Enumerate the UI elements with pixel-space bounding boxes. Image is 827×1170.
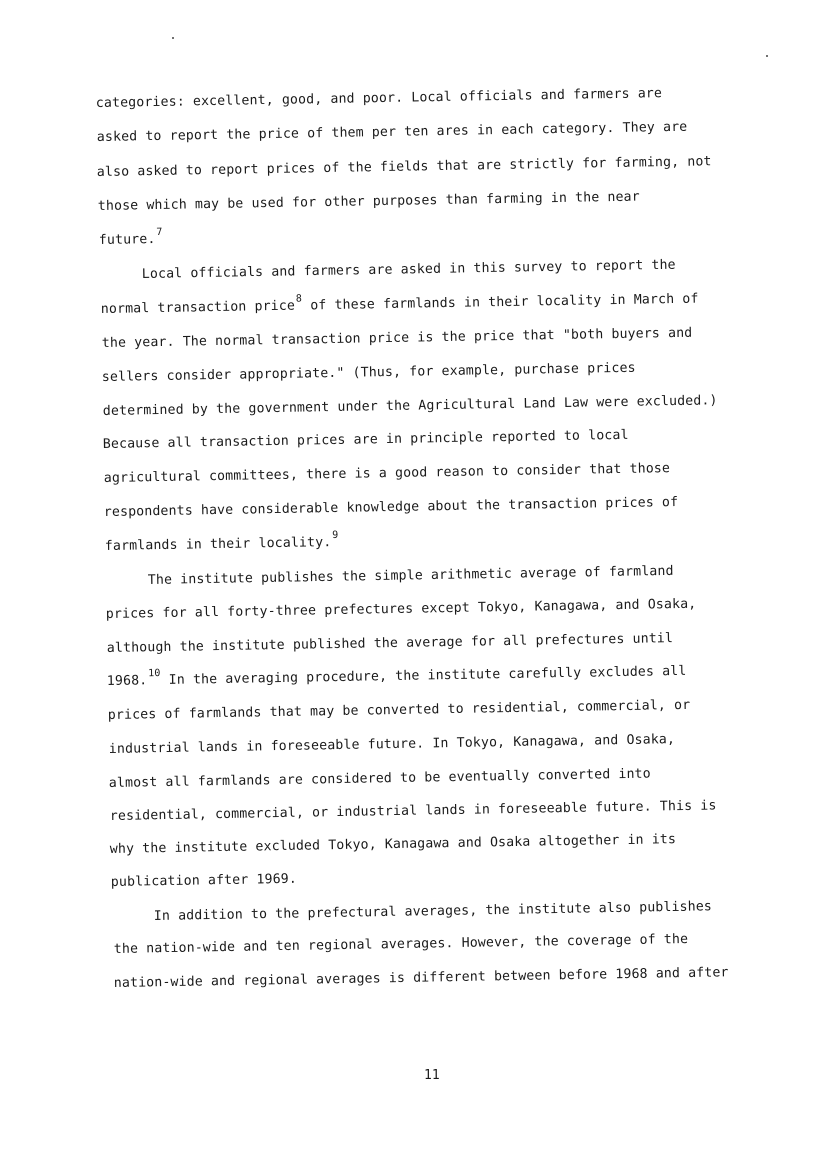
page-number: 11 bbox=[424, 1068, 440, 1083]
text-line bbox=[97, 120, 688, 145]
line-text: In addition to the prefectural averages, the institute also publishes bbox=[153, 899, 713, 924]
scan-speck bbox=[172, 37, 174, 39]
line-text: although the institute published the average for all prefectures until bbox=[106, 631, 674, 656]
line-text: In the averaging procedure, the institute carefully excludes all bbox=[160, 663, 687, 689]
text-line bbox=[102, 361, 636, 385]
line-text: future. bbox=[98, 232, 156, 248]
line-text: respondents have considerable knowledge about the transaction prices of bbox=[103, 494, 679, 520]
line-text: prices for all forty-three prefectures except Tokyo, Kanagawa, and Osaka, bbox=[105, 596, 697, 622]
text-line bbox=[97, 154, 712, 180]
line-text: why the institute excluded Tokyo, Kanagawa and Osaka altogether in its bbox=[109, 832, 677, 857]
text-line bbox=[107, 631, 673, 656]
line-text: Local officials and farmers are asked in this survey to report the bbox=[141, 257, 676, 282]
text-line bbox=[114, 932, 689, 957]
line-text: determined by the government under the Agricultural Land Law were excluded.) bbox=[102, 393, 718, 419]
line-text: The institute publishes the simple arithmetic average of farmland bbox=[147, 563, 674, 588]
line-text: the year. The normal transaction price is the price that "both buyers and bbox=[101, 325, 693, 351]
line-text: agricultural committees, there is a good reason to consider that those bbox=[103, 461, 671, 486]
scan-speck bbox=[766, 55, 768, 57]
text-line bbox=[98, 226, 163, 248]
line-text: prices of farmlands that may be converted to residential, commercial, or bbox=[107, 697, 691, 723]
line-text: nation-wide and regional averages is different between before 1968 and after bbox=[113, 965, 729, 991]
footnote-marker: 9 bbox=[332, 529, 339, 542]
line-text: farmlands in their locality. bbox=[104, 535, 332, 554]
line-text: sellers consider appropriate." (Thus, for example, purchase prices bbox=[101, 360, 636, 385]
text-line bbox=[109, 767, 651, 791]
text-line bbox=[108, 698, 691, 723]
text-line bbox=[110, 832, 676, 857]
line-text: industrial lands in foreseeable future. In Tokyo, Kanagawa, and Osaka, bbox=[108, 732, 676, 757]
text-line bbox=[104, 529, 339, 554]
footnote-marker: 7 bbox=[156, 226, 163, 238]
line-text: asked to report the price of them per ten ares in each category. They are bbox=[96, 119, 688, 145]
text-line bbox=[110, 798, 717, 824]
line-text: the nation-wide and ten regional averages. However, the coverage of the bbox=[113, 931, 689, 957]
line-text: almost all farmlands are considered to be eventually converted into bbox=[108, 766, 651, 791]
text-line bbox=[109, 732, 675, 757]
text-line bbox=[114, 965, 729, 991]
line-text: 1968. bbox=[106, 673, 148, 689]
text-line bbox=[142, 258, 676, 282]
footnote-marker: 8 bbox=[295, 293, 303, 305]
text-line bbox=[103, 393, 718, 419]
text-line bbox=[102, 326, 693, 351]
text-line bbox=[96, 86, 662, 111]
text-line bbox=[154, 899, 712, 924]
text-line bbox=[111, 872, 297, 890]
line-text: publication after 1969. bbox=[110, 871, 298, 890]
line-text: also asked to report prices of the fields that are strictly for farming, not bbox=[96, 154, 712, 180]
text-line bbox=[107, 664, 687, 689]
text-line bbox=[106, 597, 697, 622]
line-text: residential, commercial, or industrial lands in foreseeable future. This is bbox=[109, 798, 717, 824]
text-line bbox=[103, 428, 629, 452]
line-text: Because all transaction prices are in principle reported to local bbox=[102, 427, 629, 452]
line-text: categories: excellent, good, and poor. Local officials and farmers are bbox=[95, 86, 663, 111]
line-text: of these farmlands in their locality in March of bbox=[302, 291, 699, 314]
text-line bbox=[104, 495, 679, 520]
text-line bbox=[101, 292, 699, 317]
line-text: those which may be used for other purposes than farming in the near bbox=[97, 189, 640, 214]
text-line bbox=[148, 564, 674, 588]
text-line bbox=[98, 190, 640, 214]
footnote-marker: 10 bbox=[148, 668, 161, 680]
text-line bbox=[104, 461, 670, 486]
line-text: normal transaction price bbox=[100, 298, 296, 317]
